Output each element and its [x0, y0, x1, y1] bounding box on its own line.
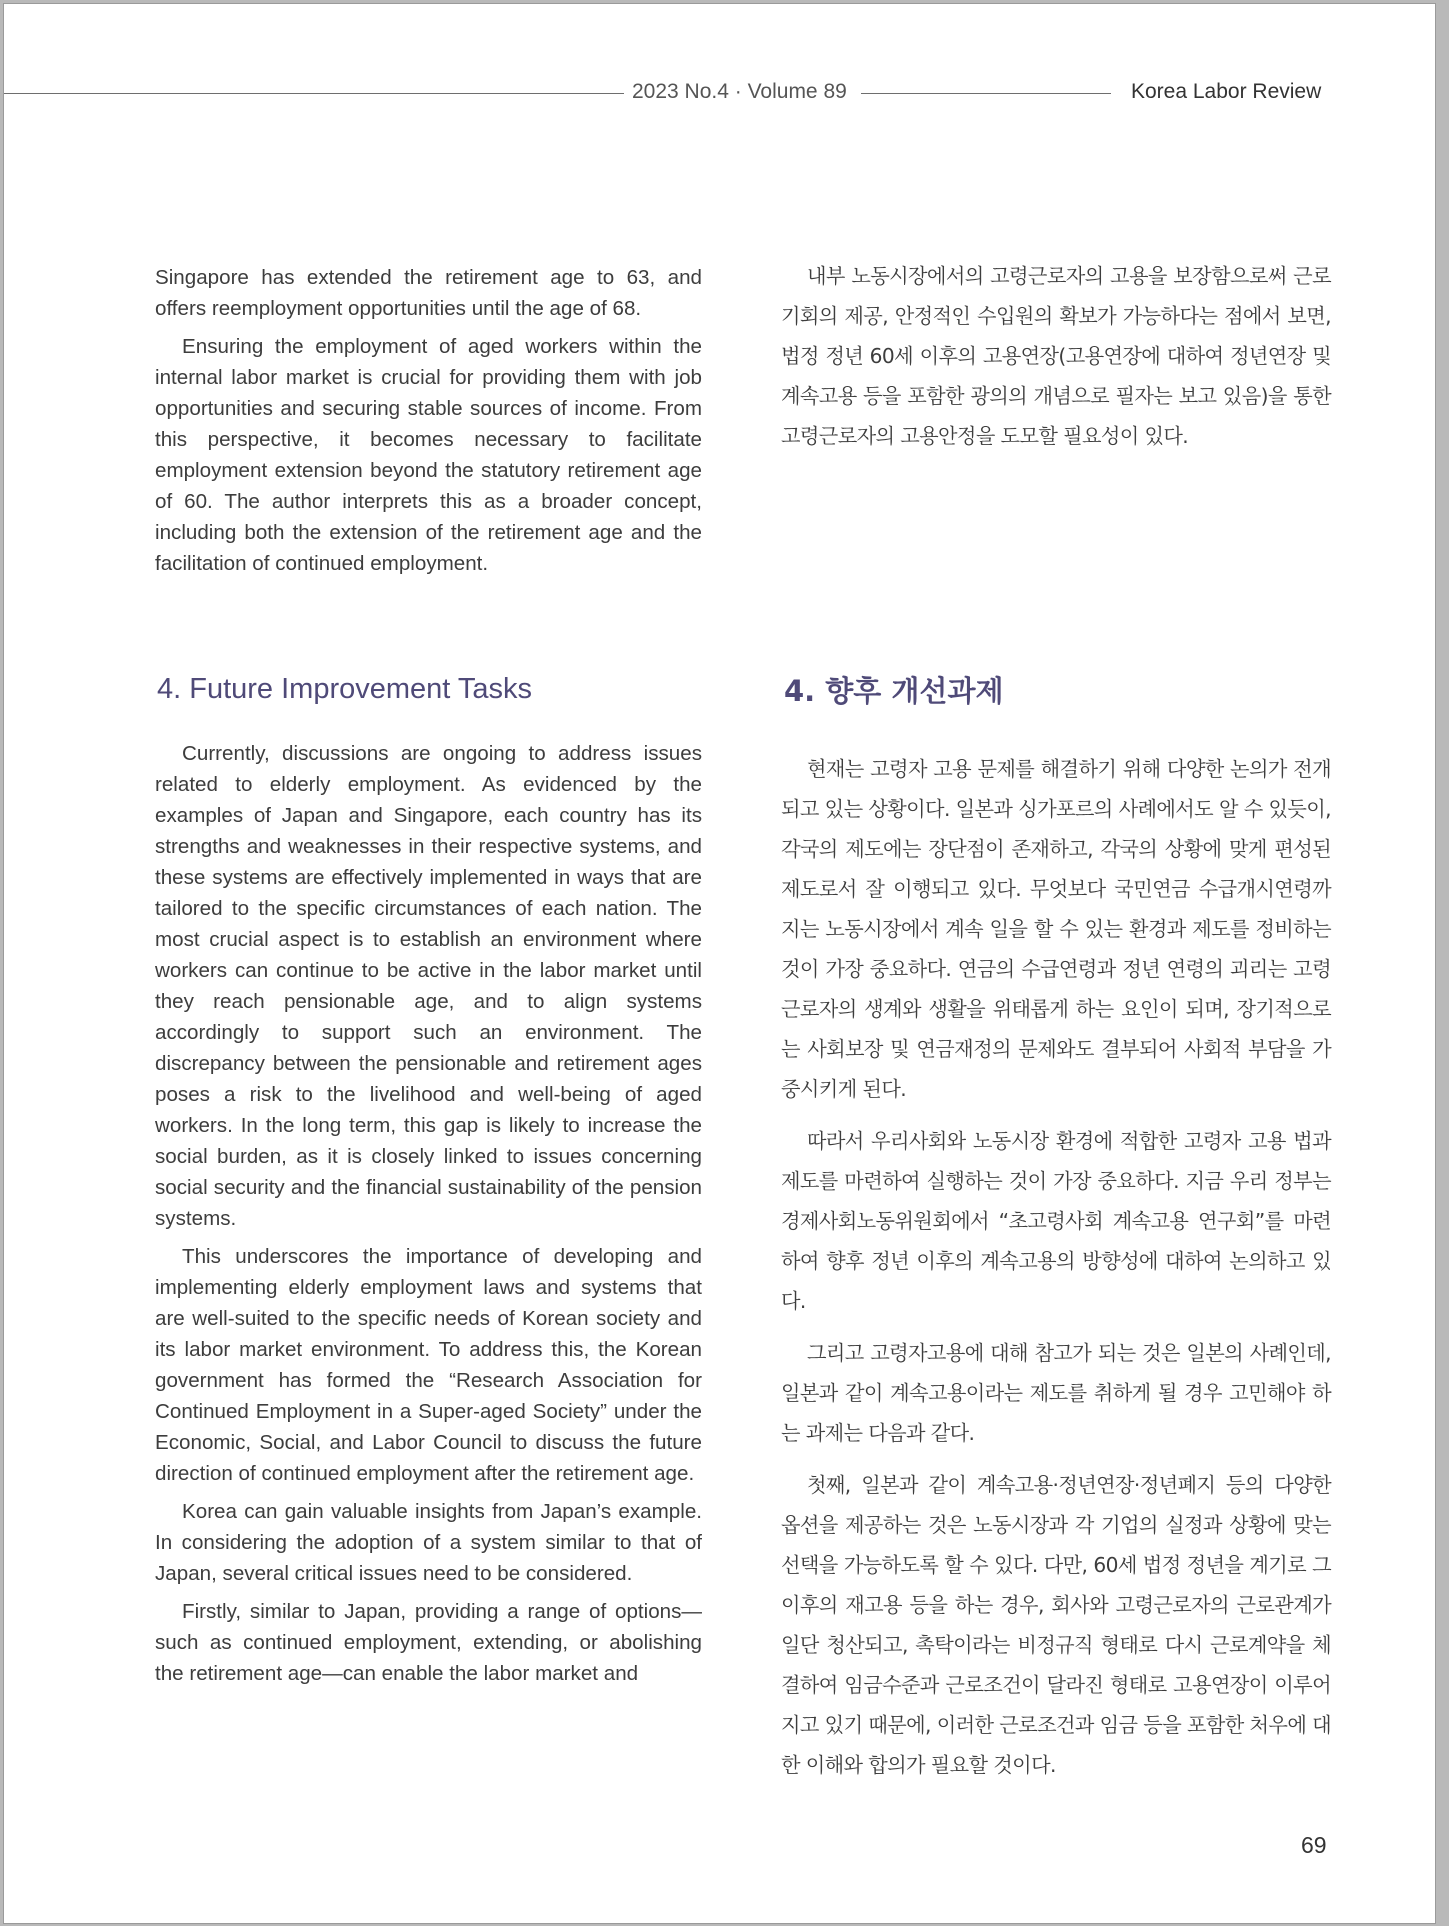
section-ko-paragraph-1: 현재는 고령자 고용 문제를 해결하기 위해 다양한 논의가 전개되고 있는 상황이다. 일본과 싱가포르의 사례에서도 알 수 있듯이, 각국의 제도에는 장단점이 존재하고, 각국의 상황에 맞게 편성된 제도로서 잘 이행되고 있다. 무엇보다 국민연금 수급개시연령까지는 노동시장에서 계속 일을 할 수 있는 환경과 제도를 정비하는 것이 가장 중요하다. 연금의 수급연령과 정년 연령의 괴리는 고령근로자의 생계와 생활을 위태롭게 하는 요인이 되며, 장기적으로는 사회보장 및 연금재정의 문제와도 결부되어 사회적 부담을 가중시키게 된다.	[781, 757, 1331, 1101]
section-title-korean: 4. 향후 개선과제	[784, 674, 1004, 708]
section-ko-paragraph-3: 그리고 고령자고용에 대해 참고가 되는 것은 일본의 사례인데, 일본과 같이 계속고용이라는 제도를 취하게 될 경우 고민해야 하는 과제는 다음과 같다.	[781, 1341, 1331, 1445]
section-en-paragraph-3: Korea can gain valuable insights from Japan’s example. In considering the adoption of a system similar to that of Japan, several critical issues need to be considered.	[155, 1500, 702, 1585]
top-ko-paragraph-1: 내부 노동시장에서의 고령근로자의 고용을 보장함으로써 근로기회의 제공, 안정적인 수입원의 확보가 가능하다는 점에서 보면, 법정 정년 60세 이후의 고용연장(고용연장에 대하여 정년연장 및 계속고용 등을 포함한 광의의 개념으로 필자는 보고 있음)을 통한 고령근로자의 고용안정을 도모할 필요성이 있다.	[781, 264, 1331, 448]
top-en-paragraph-2: Ensuring the employment of aged workers within the internal labor market is crucial for providing them with job opportunities and securing stable sources of income. From this perspective, it becomes necessary to facilitate employment extension beyond the statutory retirement age of 60. The author interprets this as a broader concept, including both the extension of the retirement age and the facilitation of continued employment.	[155, 335, 702, 575]
section-en-paragraph-1: Currently, discussions are ongoing to address issues related to elderly employment. As evidenced by the examples of Japan and Singapore, each country has its strengths and weaknesses in their respective systems, and these systems are effectively implemented in ways that are tailored to the specific circumstances of each nation. The most crucial aspect is to establish an environment where workers can continue to be active in the labor market until they reach pensionable age, and to align systems accordingly to support such an environment. The discrepancy between the pensionable and retirement ages poses a risk to the livelihood and well-being of aged workers. In the long term, this gap is likely to increase the social burden, as it is closely linked to issues concerning social security and the financial sustainability of the pension systems.	[155, 742, 702, 1230]
page-number: 69	[1301, 1832, 1327, 1858]
header-issue-label: 2023 No.4 · Volume 89	[632, 80, 847, 103]
top-korean-column	[781, 256, 1331, 456]
section-korean-column	[781, 749, 1331, 1785]
section-english-column	[155, 738, 702, 1689]
header-rule-middle	[861, 93, 1111, 94]
section-en-paragraph-2: This underscores the importance of developing and implementing elderly employment laws and systems that are well-suited to the specific needs of Korean society and its labor market environment. To address this, the Korean government has formed the “Research Association for Continued Employment in a Super-aged Society” under the Economic, Social, and Labor Council to discuss the future direction of continued employment after the retirement age.	[155, 1245, 702, 1485]
section-ko-paragraph-4: 첫째, 일본과 같이 계속고용·정년연장·정년폐지 등의 다양한 옵션을 제공하는 것은 노동시장과 각 기업의 실정과 상황에 맞는 선택을 가능하도록 할 수 있다. 다만, 60세 법정 정년을 계기로 그 이후의 재고용 등을 하는 경우, 회사와 고령근로자의 근로관계가 일단 청산되고, 촉탁이라는 비정규직 형태로 다시 근로계약을 체결하여 임금수준과 근로조건이 달라진 형태로 고용연장이 이루어지고 있기 때문에, 이러한 근로조건과 임금 등을 포함한 처우에 대한 이해와 합의가 필요할 것이다.	[781, 1473, 1331, 1777]
section-title-english: 4. Future Improvement Tasks	[157, 673, 533, 705]
document-page	[3, 3, 1436, 1924]
header-journal-name: Korea Labor Review	[1131, 80, 1322, 103]
top-en-paragraph-1: Singapore has extended the retirement age to 63, and offers reemployment opportunities until the age of 68.	[155, 266, 702, 320]
section-en-paragraph-4: Firstly, similar to Japan, providing a range of options—such as continued employment, extending, or abolishing the retirement age—can enable the labor market and	[155, 1600, 702, 1685]
section-ko-paragraph-2: 따라서 우리사회와 노동시장 환경에 적합한 고령자 고용 법과 제도를 마련하여 실행하는 것이 가장 중요하다. 지금 우리 정부는 경제사회노동위원회에서 “초고령사회 계속고용 연구회”를 마련하여 향후 정년 이후의 계속고용의 방향성에 대하여 논의하고 있다.	[781, 1129, 1331, 1313]
top-english-column	[155, 262, 702, 579]
header-rule-left	[4, 93, 624, 94]
